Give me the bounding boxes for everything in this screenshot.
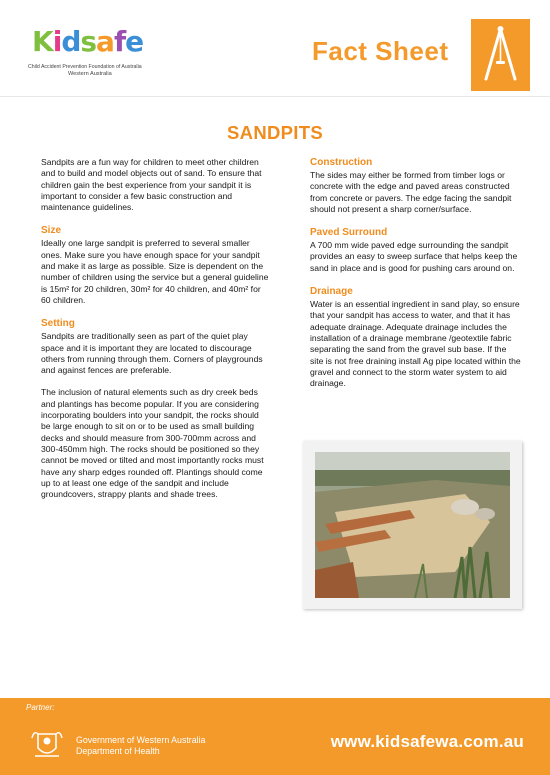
construction-heading: Construction [310,157,373,168]
department-line: Department of Health [76,746,160,756]
intro-paragraph: Sandpits are a fun way for children to meet other children and to build and model objects out of sand. To ensure that children gain the best experience from your sandpit it is important to consider a few basic construction and maintenance guidelines. [41,157,262,213]
website-link[interactable]: www.kidsafewa.com.au [330,732,524,751]
government-line: Government of Western Australia [76,735,206,745]
swing-icon [471,19,530,91]
logo-subtitle: Child Accident Prevention Foundation of Australia [28,64,142,70]
paved-surround-paragraph: A 700 mm wide paved edge surrounding the sandpit provides an easy to sweep surface that helps keep the sand in place and is good for pushing cars around on. [310,240,518,273]
partner-label: Partner: [26,703,55,712]
logo-letter: i [52,25,62,58]
right-column [310,157,522,389]
construction-paragraph: The sides may either be formed from timber logs or concrete with the edge and paved areas constructed from concrete or pavers. The edge facing the sandpit should not present a sharp corner/surface. [310,170,512,214]
logo-letter: f [113,25,126,58]
logo-letter: K [32,25,53,58]
paved-surround-heading: Paved Surround [310,227,388,239]
setting-paragraph-1: Sandpits are traditionally seen as part of the quiet play space and it is important they are located to discourage others from running through them. Corners of playgrounds and against fences are preferable. [41,331,263,376]
logo-letter: a [96,25,114,58]
size-paragraph: Ideally one large sandpit is preferred to several smaller ones. Make sure you have enough space for your sandpit and make it as large as possible. Size is dependent on the number of children using the service but a general guideline is 15m² for 20 children, 30m² for 40 children, and 40m² for 60 children. [41,238,269,305]
logo-wordmark [32,24,143,60]
kidsafe-logo[interactable] [28,24,168,82]
logo-letter: d [61,25,81,58]
fact-sheet-title: Fact Sheet [312,36,449,66]
header-divider [0,96,550,97]
logo-letter: e [125,25,144,58]
setting-heading: Setting [41,318,75,330]
sandpit-photo [303,441,522,609]
size-heading: Size [41,225,62,237]
drainage-heading: Drainage [310,286,353,298]
logo-letter: s [80,25,97,58]
logo-subtitle-state: Western Australia [68,71,112,77]
drainage-paragraph: Water is an essential ingredient in sand play, so ensure that your sandpit has access to water, and that it has adequate drainage. Adequate drainage includes the installation of a drainage membrane /geotextile fabric separating the sand from the gravel sub base. If the site is not free draining install Ag pipe located within the gravel and connect to the storm water system to aid drainage. [310,299,521,389]
left-column [41,157,269,500]
wa-government-crest-icon [30,726,64,762]
setting-paragraph-2: The inclusion of natural elements such as dry creek beds and plantings has become popular. If you are considering incorporating boulders into your sandpit, the rocks should be large enough to sit on or to be used as small building decks and should measure from 300-700mm across and 300-450mm high. The rocks should be positioned so they cannot be moved or tilted and most importantly rocks must have any sharp edges rounded off. Plantings should come up to at least one edge of the sandpit and include groundcovers, strappy plants and shade trees. [41,387,264,500]
header [0,0,550,95]
page-title: SANDPITS [227,122,323,143]
footer [0,698,550,775]
